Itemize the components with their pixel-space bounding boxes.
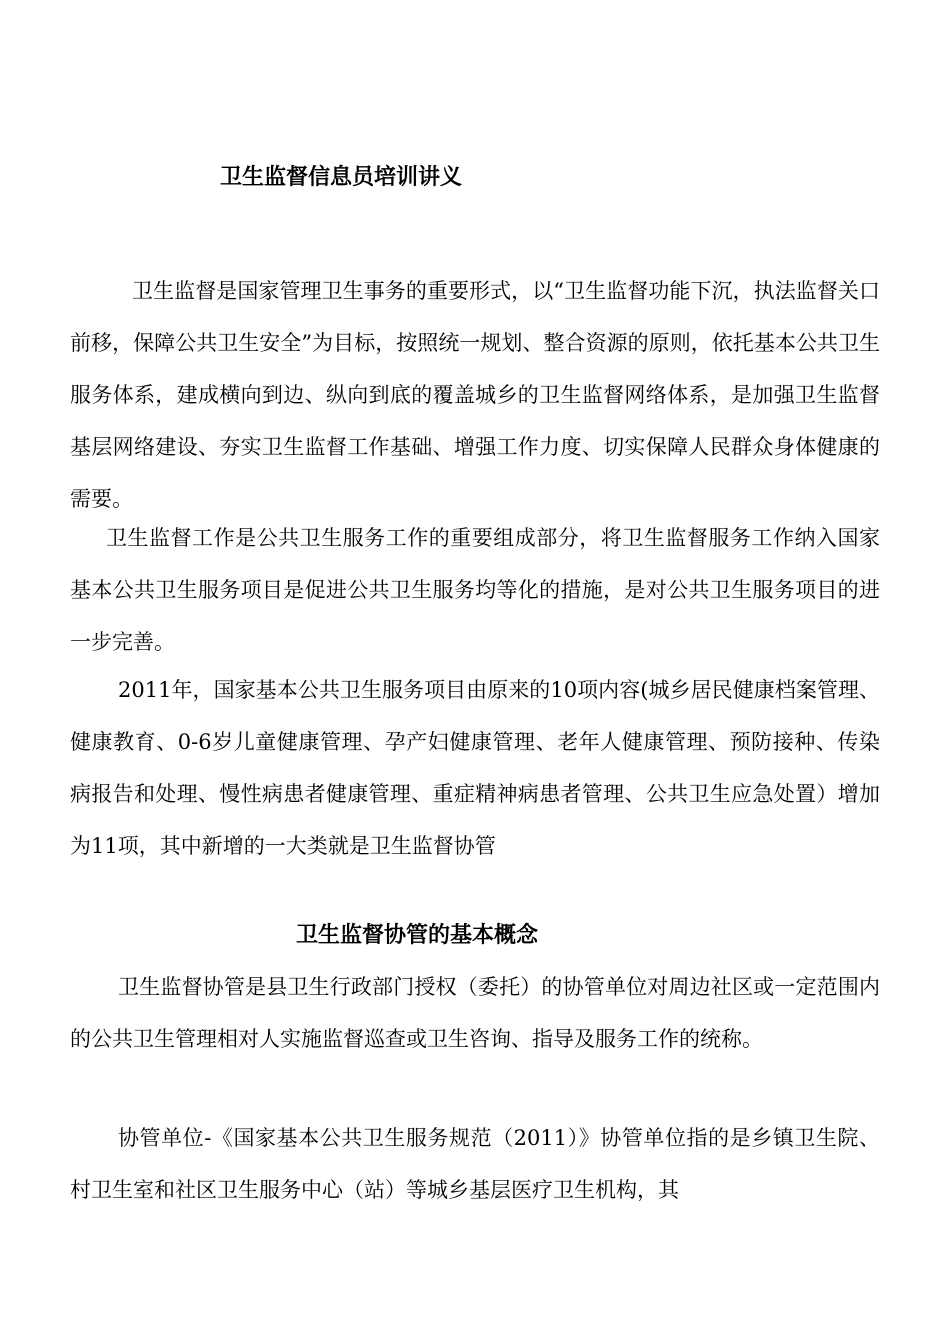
section-title: 卫生监督协管的基本概念: [296, 923, 539, 948]
paragraph-intro: 卫生监督是国家管理卫生事务的重要形式，以“卫生监督功能下沉，执法监督关口前移，保障公共卫生安全”为目标，按照统一规划、整合资源的原则，依托基本公共卫生服务体系，建成横向到边、纵向到底的覆盖城乡的卫生监督网络体系，是加强卫生监督基层网络建设、夯实卫生监督工作基础、增强工作力度、切实保障人民群众身体健康的需要。: [70, 279, 880, 511]
paragraph-importance: 卫生监督工作是公共卫生服务工作的重要组成部分，将卫生监督服务工作纳入国家基本公共卫生服务项目是促进公共卫生服务均等化的措施，是对公共卫生服务项目的进一步完善。: [70, 526, 880, 654]
document-title: 卫生监督信息员培训讲义: [220, 165, 463, 190]
paragraph-2011-project: 2011年，国家基本公共卫生服务项目由原来的10项内容(城乡居民健康档案管理、健康教育、0-6岁儿童健康管理、孕产妇健康管理、老年人健康管理、预防接种、传染病报告和处理、慢性病患者健康管理、重症精神病患者管理、公共卫生应急处置）增加为11项，其中新增的一大类就是卫生监督协管: [70, 678, 880, 858]
paragraph-coordinating-unit: 协管单位-《国家基本公共卫生服务规范（2011）》协管单位指的是乡镇卫生院、村卫生室和社区卫生服务中心（站）等城乡基层医疗卫生机构，其: [70, 1126, 880, 1202]
paragraph-definition: 卫生监督协管是县卫生行政部门授权（委托）的协管单位对周边社区或一定范围内的公共卫生管理相对人实施监督巡查或卫生咨询、指导及服务工作的统称。: [70, 975, 880, 1051]
